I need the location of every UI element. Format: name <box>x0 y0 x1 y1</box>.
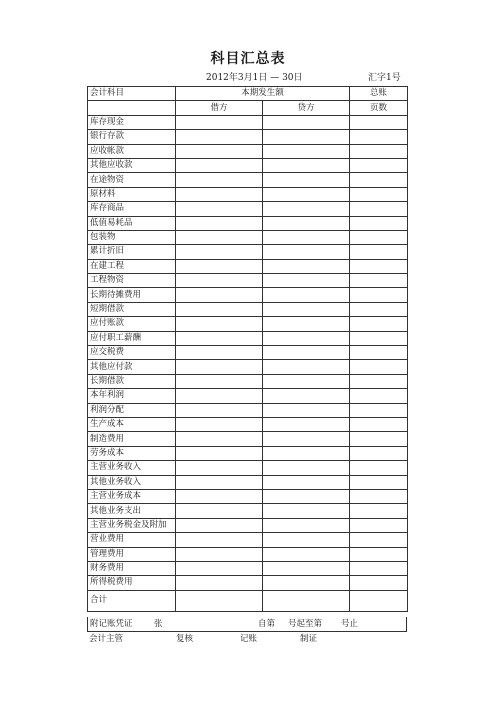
debit-cell[interactable] <box>176 590 263 611</box>
header-row-2 <box>88 101 408 115</box>
page-cell[interactable] <box>350 331 408 345</box>
header-page: 页数 <box>350 101 408 115</box>
credit-cell[interactable] <box>263 489 350 503</box>
page-cell[interactable] <box>350 187 408 201</box>
page-cell[interactable] <box>350 158 408 172</box>
debit-cell[interactable] <box>176 187 263 201</box>
credit-cell[interactable] <box>263 187 350 201</box>
account-name: 短期借款 <box>88 302 176 316</box>
header-debit: 借方 <box>176 101 263 115</box>
account-name: 工程物资 <box>88 274 176 288</box>
debit-cell[interactable] <box>176 576 263 590</box>
account-name: 其他业务支出 <box>88 504 176 518</box>
table-row <box>88 489 408 503</box>
page-cell[interactable] <box>350 302 408 316</box>
table-row <box>88 432 408 446</box>
account-name: 其他业务收入 <box>88 475 176 489</box>
credit-cell[interactable] <box>263 331 350 345</box>
from-label: 自第 <box>258 619 276 629</box>
debit-cell[interactable] <box>176 360 263 374</box>
debit-cell[interactable] <box>176 245 263 259</box>
account-name: 库存现金 <box>88 115 176 129</box>
page-cell[interactable] <box>350 489 408 503</box>
account-name: 库存商品 <box>88 202 176 216</box>
account-name: 合计 <box>88 590 176 611</box>
signature-row <box>87 632 407 646</box>
page-cell[interactable] <box>350 202 408 216</box>
table-row <box>88 518 408 532</box>
credit-cell[interactable] <box>263 417 350 431</box>
debit-cell[interactable] <box>176 130 263 144</box>
credit-cell[interactable] <box>263 403 350 417</box>
page-cell[interactable] <box>350 173 408 187</box>
table-row <box>88 403 408 417</box>
debit-cell[interactable] <box>176 533 263 547</box>
table-row <box>88 158 408 172</box>
debit-cell[interactable] <box>176 230 263 244</box>
credit-cell[interactable] <box>263 115 350 129</box>
account-name: 长期借款 <box>88 374 176 388</box>
page-cell[interactable] <box>350 317 408 331</box>
date-range: 2012年3月1日 — 30日 <box>206 73 303 83</box>
credit-cell[interactable] <box>263 317 350 331</box>
debit-cell[interactable] <box>176 475 263 489</box>
table-row <box>88 475 408 489</box>
account-name: 劳务成本 <box>88 446 176 460</box>
table-row <box>88 547 408 561</box>
page-cell[interactable] <box>350 533 408 547</box>
page-cell[interactable] <box>350 374 408 388</box>
page-cell[interactable] <box>350 475 408 489</box>
debit-cell[interactable] <box>176 389 263 403</box>
account-name: 制造费用 <box>88 432 176 446</box>
table-row <box>88 446 408 460</box>
table-row <box>88 331 408 345</box>
page-cell[interactable] <box>350 547 408 561</box>
credit-cell[interactable] <box>263 130 350 144</box>
page-cell[interactable] <box>350 115 408 129</box>
account-name: 主营业务收入 <box>88 461 176 475</box>
page-title: 科目汇总表 <box>210 51 286 67</box>
account-name: 在途物资 <box>88 173 176 187</box>
header-subject: 会计科目 <box>88 87 176 101</box>
credit-cell[interactable] <box>263 259 350 273</box>
page-cell[interactable] <box>350 274 408 288</box>
credit-cell[interactable] <box>263 518 350 532</box>
account-name: 本年利润 <box>88 389 176 403</box>
page-cell[interactable] <box>350 518 408 532</box>
page-cell[interactable] <box>350 230 408 244</box>
credit-cell[interactable] <box>263 389 350 403</box>
table-row <box>88 461 408 475</box>
credit-cell[interactable] <box>263 475 350 489</box>
account-name: 利润分配 <box>88 403 176 417</box>
page-cell[interactable] <box>350 403 408 417</box>
account-name: 营业费用 <box>88 533 176 547</box>
credit-cell[interactable] <box>263 432 350 446</box>
attached-vouchers-row <box>87 617 407 632</box>
page-cell[interactable] <box>350 216 408 230</box>
end-label: 号止 <box>341 619 359 629</box>
table-row <box>88 374 408 388</box>
table-row <box>88 346 408 360</box>
total-row <box>88 590 408 611</box>
credit-cell[interactable] <box>263 576 350 590</box>
page-cell[interactable] <box>350 561 408 575</box>
account-name: 生产成本 <box>88 417 176 431</box>
debit-cell[interactable] <box>176 158 263 172</box>
account-name: 累计折旧 <box>88 245 176 259</box>
credit-cell[interactable] <box>263 547 350 561</box>
table-row <box>88 504 408 518</box>
credit-cell[interactable] <box>263 360 350 374</box>
credit-cell[interactable] <box>263 288 350 302</box>
debit-cell[interactable] <box>176 331 263 345</box>
table-row <box>88 115 408 129</box>
bookkeeping-label: 记账 <box>240 634 258 644</box>
header-blank <box>88 101 176 115</box>
to-label: 号起至第 <box>288 619 323 629</box>
page-cell[interactable] <box>350 590 408 611</box>
account-name: 其他应收款 <box>88 158 176 172</box>
debit-cell[interactable] <box>176 446 263 460</box>
page-cell[interactable] <box>350 432 408 446</box>
page-cell[interactable] <box>350 245 408 259</box>
page-cell[interactable] <box>350 259 408 273</box>
table-row <box>88 245 408 259</box>
account-name: 管理费用 <box>88 547 176 561</box>
debit-cell[interactable] <box>176 216 263 230</box>
header-amount: 本期发生额 <box>176 87 350 101</box>
table-row <box>88 561 408 575</box>
debit-cell[interactable] <box>176 259 263 273</box>
page-cell[interactable] <box>350 346 408 360</box>
page-cell[interactable] <box>350 504 408 518</box>
supervisor-label: 会计主管 <box>89 634 124 644</box>
table-row <box>88 302 408 316</box>
credit-cell[interactable] <box>263 245 350 259</box>
debit-cell[interactable] <box>176 403 263 417</box>
table-row <box>88 144 408 158</box>
debit-cell[interactable] <box>176 346 263 360</box>
credit-cell[interactable] <box>263 374 350 388</box>
preparer-label: 制证 <box>300 634 318 644</box>
credit-cell[interactable] <box>263 461 350 475</box>
debit-cell[interactable] <box>176 561 263 575</box>
table-row <box>88 417 408 431</box>
debit-cell[interactable] <box>176 504 263 518</box>
header-row-1 <box>88 87 408 101</box>
account-name: 主营业务成本 <box>88 489 176 503</box>
table-row <box>88 288 408 302</box>
table-row <box>88 259 408 273</box>
credit-cell[interactable] <box>263 533 350 547</box>
review-label: 复核 <box>176 634 194 644</box>
credit-cell[interactable] <box>263 216 350 230</box>
credit-cell[interactable] <box>263 173 350 187</box>
page-cell[interactable] <box>350 417 408 431</box>
page-cell[interactable] <box>350 144 408 158</box>
credit-cell[interactable] <box>263 504 350 518</box>
page-cell[interactable] <box>350 130 408 144</box>
table-row <box>88 216 408 230</box>
credit-cell[interactable] <box>263 446 350 460</box>
debit-cell[interactable] <box>176 461 263 475</box>
account-name: 长期待摊费用 <box>88 288 176 302</box>
account-name: 应付账款 <box>88 317 176 331</box>
table-row <box>88 230 408 244</box>
table-row <box>88 317 408 331</box>
debit-cell[interactable] <box>176 202 263 216</box>
table-row <box>88 274 408 288</box>
table-row <box>88 360 408 374</box>
account-name: 低值易耗品 <box>88 216 176 230</box>
zhang-label: 张 <box>154 619 163 629</box>
table-row <box>88 202 408 216</box>
credit-cell[interactable] <box>263 158 350 172</box>
table-row <box>88 389 408 403</box>
table-row <box>88 130 408 144</box>
account-name: 应付职工薪酬 <box>88 331 176 345</box>
account-name: 其他应付款 <box>88 360 176 374</box>
page-cell[interactable] <box>350 446 408 460</box>
summary-table <box>87 86 408 612</box>
account-name: 财务费用 <box>88 561 176 575</box>
debit-cell[interactable] <box>176 518 263 532</box>
attached-label: 附记账凭证 <box>90 619 133 629</box>
debit-cell[interactable] <box>176 547 263 561</box>
debit-cell[interactable] <box>176 288 263 302</box>
account-name: 应收帐款 <box>88 144 176 158</box>
credit-cell[interactable] <box>263 561 350 575</box>
account-name: 银行存款 <box>88 130 176 144</box>
table-row <box>88 576 408 590</box>
voucher-number: 汇字1号 <box>368 73 401 83</box>
header-ledger: 总账 <box>350 87 408 101</box>
debit-cell[interactable] <box>176 374 263 388</box>
page-cell[interactable] <box>350 288 408 302</box>
credit-cell[interactable] <box>263 346 350 360</box>
account-name: 主营业务税金及附加 <box>88 518 176 532</box>
credit-cell[interactable] <box>263 144 350 158</box>
table-row <box>88 173 408 187</box>
table-row <box>88 533 408 547</box>
debit-cell[interactable] <box>176 417 263 431</box>
table-row <box>88 187 408 201</box>
debit-cell[interactable] <box>176 489 263 503</box>
debit-cell[interactable] <box>176 173 263 187</box>
debit-cell[interactable] <box>176 302 263 316</box>
page-cell[interactable] <box>350 389 408 403</box>
account-name: 原材料 <box>88 187 176 201</box>
header-credit: 贷方 <box>263 101 350 115</box>
debit-cell[interactable] <box>176 115 263 129</box>
debit-cell[interactable] <box>176 274 263 288</box>
page-cell[interactable] <box>350 360 408 374</box>
credit-cell[interactable] <box>263 302 350 316</box>
account-name: 在建工程 <box>88 259 176 273</box>
account-name: 包装物 <box>88 230 176 244</box>
page-cell[interactable] <box>350 461 408 475</box>
credit-cell[interactable] <box>263 590 350 611</box>
debit-cell[interactable] <box>176 144 263 158</box>
debit-cell[interactable] <box>176 317 263 331</box>
credit-cell[interactable] <box>263 230 350 244</box>
credit-cell[interactable] <box>263 202 350 216</box>
account-name: 应交税费 <box>88 346 176 360</box>
page-cell[interactable] <box>350 576 408 590</box>
account-name: 所得税费用 <box>88 576 176 590</box>
credit-cell[interactable] <box>263 274 350 288</box>
debit-cell[interactable] <box>176 432 263 446</box>
